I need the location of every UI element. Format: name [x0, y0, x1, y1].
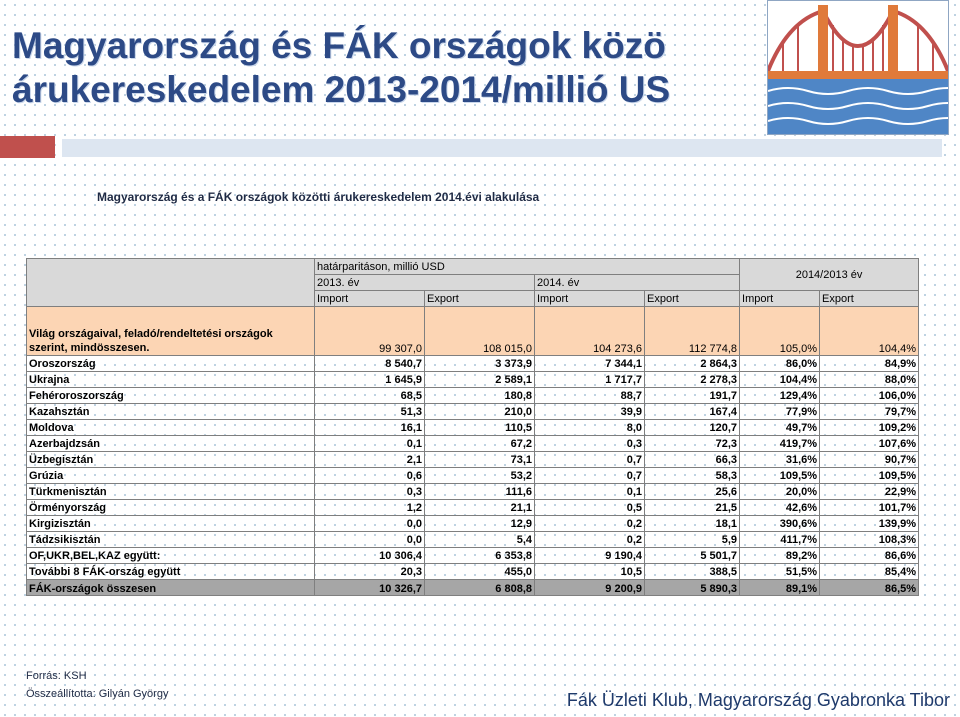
- table-cell: 390,6%: [740, 516, 820, 532]
- table-cell: 1 645,9: [315, 372, 425, 388]
- table-cell: 419,7%: [740, 436, 820, 452]
- table-cell: 99 307,0: [315, 307, 425, 356]
- table-cell: 5 890,3: [645, 580, 740, 596]
- table-row: [27, 516, 919, 532]
- table-cell: 455,0: [425, 564, 535, 580]
- col-import-2014: Import: [535, 291, 645, 307]
- total-row-name: FÁK-országok összesen: [27, 580, 315, 596]
- table-cell: 139,9%: [820, 516, 919, 532]
- table-cell: 10 326,7: [315, 580, 425, 596]
- table-cell: 9 190,4: [535, 548, 645, 564]
- table-cell: 104,4%: [820, 307, 919, 356]
- table-cell: 0,5: [535, 500, 645, 516]
- table-cell: 5,9: [645, 532, 740, 548]
- table-cell: 112 774,8: [645, 307, 740, 356]
- table-cell: 106,0%: [820, 388, 919, 404]
- table-cell: 210,0: [425, 404, 535, 420]
- table-cell: 58,3: [645, 468, 740, 484]
- table-cell: 77,9%: [740, 404, 820, 420]
- table-cell: 0,0: [315, 516, 425, 532]
- table-cell: 51,3: [315, 404, 425, 420]
- table-cell: 10 306,4: [315, 548, 425, 564]
- table-cell: 12,9: [425, 516, 535, 532]
- table-cell: 31,6%: [740, 452, 820, 468]
- country-name: Tádzsikisztán: [27, 532, 315, 548]
- table-cell: 42,6%: [740, 500, 820, 516]
- table-cell: 2 278,3: [645, 372, 740, 388]
- table-cell: 411,7%: [740, 532, 820, 548]
- table-cell: 0,7: [535, 452, 645, 468]
- table-cell: 104,4%: [740, 372, 820, 388]
- table-cell: 104 273,6: [535, 307, 645, 356]
- table-cell: 105,0%: [740, 307, 820, 356]
- accent-bar-red: [0, 136, 55, 158]
- table-row: [27, 484, 919, 500]
- table-cell: 108,3%: [820, 532, 919, 548]
- table-cell: 108 015,0: [425, 307, 535, 356]
- table-cell: 88,0%: [820, 372, 919, 388]
- table-row: [27, 564, 919, 580]
- table-cell: 110,5: [425, 420, 535, 436]
- country-name: OF,UKR,BEL,KAZ együtt:: [27, 548, 315, 564]
- table-cell: 79,7%: [820, 404, 919, 420]
- country-name: Oroszország: [27, 356, 315, 372]
- table-cell: 8,0: [535, 420, 645, 436]
- table-cell: 6 808,8: [425, 580, 535, 596]
- table-row: [27, 436, 919, 452]
- table-cell: 5 501,7: [645, 548, 740, 564]
- year-2014-header: 2014. év: [535, 275, 740, 291]
- slide-title: [12, 24, 772, 112]
- table-cell: 109,5%: [820, 468, 919, 484]
- table-cell: 180,8: [425, 388, 535, 404]
- country-name: Grúzia: [27, 468, 315, 484]
- table-cell: 0,1: [535, 484, 645, 500]
- table-cell: 167,4: [645, 404, 740, 420]
- country-name: Türkmenisztán: [27, 484, 315, 500]
- table-cell: 9 200,9: [535, 580, 645, 596]
- table-cell: 129,4%: [740, 388, 820, 404]
- table-cell: 20,3: [315, 564, 425, 580]
- table-row: [27, 548, 919, 564]
- table-cell: 18,1: [645, 516, 740, 532]
- country-name: Ukrajna: [27, 372, 315, 388]
- table-cell: 109,5%: [740, 468, 820, 484]
- table-row: [27, 388, 919, 404]
- table-cell: 1,2: [315, 500, 425, 516]
- table-cell: 0,3: [535, 436, 645, 452]
- table-cell: 2,1: [315, 452, 425, 468]
- table-cell: 86,5%: [820, 580, 919, 596]
- title-line-1: Magyarország és FÁK országok közö: [12, 25, 666, 66]
- table-cell: 89,2%: [740, 548, 820, 564]
- ratio-header: 2014/2013 év: [740, 259, 919, 291]
- unit-label: határparitáson, millió USD: [315, 259, 740, 275]
- col-import-2013: Import: [315, 291, 425, 307]
- title-line-2: árukereskedelem 2013-2014/millió US: [12, 69, 671, 110]
- table-cell: 86,6%: [820, 548, 919, 564]
- country-name: Kirgizisztán: [27, 516, 315, 532]
- header-blank: [27, 259, 315, 307]
- table-cell: 0,2: [535, 516, 645, 532]
- table-cell: 0,2: [535, 532, 645, 548]
- table-cell: 109,2%: [820, 420, 919, 436]
- trade-table: [26, 258, 919, 596]
- bridge-icon: [768, 1, 948, 134]
- table-cell: 7 344,1: [535, 356, 645, 372]
- table-cell: 5,4: [425, 532, 535, 548]
- table-cell: 6 353,8: [425, 548, 535, 564]
- table-cell: 21,5: [645, 500, 740, 516]
- header-row-unit: [27, 259, 919, 275]
- table-cell: 73,1: [425, 452, 535, 468]
- table-cell: 20,0%: [740, 484, 820, 500]
- table-cell: 90,7%: [820, 452, 919, 468]
- col-export-2013: Export: [425, 291, 535, 307]
- table-cell: 0,6: [315, 468, 425, 484]
- source-note: Forrás: KSH: [26, 670, 87, 682]
- table-cell: 0,3: [315, 484, 425, 500]
- table-cell: 101,7%: [820, 500, 919, 516]
- country-name: Moldova: [27, 420, 315, 436]
- table-cell: 67,2: [425, 436, 535, 452]
- year-2013-header: 2013. év: [315, 275, 535, 291]
- table-caption: Magyarország és a FÁK országok közötti árukereskedelem 2014.évi alakulása: [97, 190, 540, 204]
- bridge-logo: [767, 0, 949, 135]
- table-cell: 120,7: [645, 420, 740, 436]
- table-row: [27, 500, 919, 516]
- table-cell: 3 373,9: [425, 356, 535, 372]
- table-cell: 84,9%: [820, 356, 919, 372]
- table-cell: 25,6: [645, 484, 740, 500]
- table-cell: 10,5: [535, 564, 645, 580]
- table-row: [27, 532, 919, 548]
- table-cell: 107,6%: [820, 436, 919, 452]
- country-name: Üzbegisztán: [27, 452, 315, 468]
- table-cell: 191,7: [645, 388, 740, 404]
- table-cell: 16,1: [315, 420, 425, 436]
- table-cell: 89,1%: [740, 580, 820, 596]
- col-export-2014: Export: [645, 291, 740, 307]
- table-cell: 22,9%: [820, 484, 919, 500]
- country-name: Örményország: [27, 500, 315, 516]
- table-cell: 53,2: [425, 468, 535, 484]
- table-cell: 0,7: [535, 468, 645, 484]
- table-cell: 39,9: [535, 404, 645, 420]
- table-cell: 1 717,7: [535, 372, 645, 388]
- table-cell: 51,5%: [740, 564, 820, 580]
- table-cell: 0,0: [315, 532, 425, 548]
- country-name: Azerbajdzsán: [27, 436, 315, 452]
- world-row: [27, 307, 919, 356]
- total-row: [27, 580, 919, 596]
- table-row: [27, 356, 919, 372]
- country-rows: [27, 356, 919, 580]
- table-row: [27, 468, 919, 484]
- table-row: [27, 404, 919, 420]
- table-row: [27, 420, 919, 436]
- table-cell: 21,1: [425, 500, 535, 516]
- table-cell: 72,3: [645, 436, 740, 452]
- table-row: [27, 452, 919, 468]
- table-cell: 85,4%: [820, 564, 919, 580]
- col-import-ratio: Import: [740, 291, 820, 307]
- country-name: Kazahsztán: [27, 404, 315, 420]
- table-cell: 88,7: [535, 388, 645, 404]
- compiled-by-note: Összeállította: Gilyán György: [26, 688, 169, 700]
- table-cell: 388,5: [645, 564, 740, 580]
- accent-bar-blue: [62, 139, 942, 157]
- table-cell: 66,3: [645, 452, 740, 468]
- table-row: [27, 372, 919, 388]
- table-cell: 68,5: [315, 388, 425, 404]
- table-cell: 86,0%: [740, 356, 820, 372]
- table-cell: 49,7%: [740, 420, 820, 436]
- table-cell: 2 864,3: [645, 356, 740, 372]
- world-row-name: Világ országaival, feladó/rendeltetési országok szerint, mindösszesen.: [27, 307, 315, 356]
- table-cell: 0,1: [315, 436, 425, 452]
- table-cell: 8 540,7: [315, 356, 425, 372]
- country-name: További 8 FÁK-ország együtt: [27, 564, 315, 580]
- table-cell: 111,6: [425, 484, 535, 500]
- col-export-ratio: Export: [820, 291, 919, 307]
- table-cell: 2 589,1: [425, 372, 535, 388]
- footer-credit: Fák Üzleti Klub, Magyarország Gyabronka Tibor: [566, 690, 950, 710]
- country-name: Fehéroroszország: [27, 388, 315, 404]
